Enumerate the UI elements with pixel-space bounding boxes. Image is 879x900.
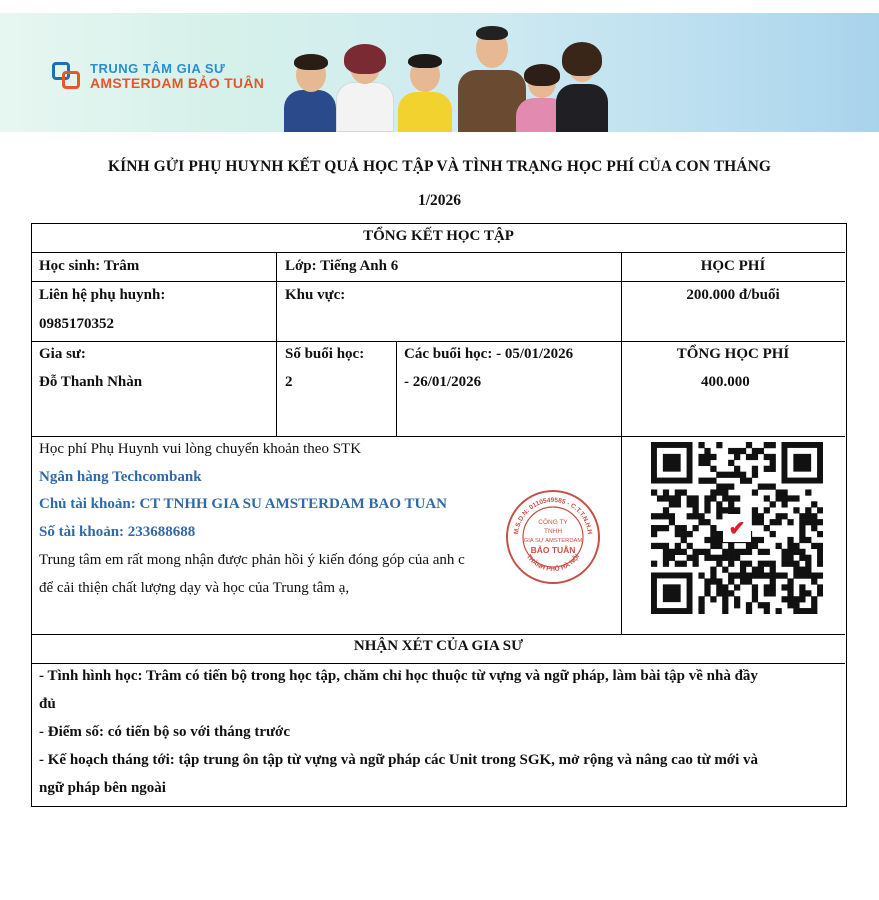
- area-label: Khu vực:: [285, 287, 346, 303]
- sessions-label: Số buổi học:: [285, 346, 365, 362]
- logo-line2: AMSTERDAM BẢO TUÂN: [90, 75, 265, 91]
- page-title-month: 1/2026: [417, 192, 462, 209]
- fee-per-session: 200.000 đ/buổi: [686, 287, 780, 303]
- payment-intro: Học phí Phụ Huynh vui lòng chuyển khoản theo STK: [39, 441, 362, 457]
- logo-icon: [52, 62, 82, 90]
- bank-name: Ngân hàng Techcombank: [39, 469, 202, 485]
- tutor-name: Đỗ Thanh Nhàn: [39, 374, 143, 390]
- tutor-label: Gia sư:: [39, 346, 86, 362]
- parent-contact-label: Liên hệ phụ huynh:: [39, 287, 166, 303]
- stamp-line2: TNHH: [543, 528, 563, 535]
- total-fee-value: 400.000: [701, 374, 750, 390]
- stamp-outer-text: M.S.D.N: 0110549585 - C.T.T.N.H.H: [513, 496, 593, 535]
- class-name: Lớp: Tiếng Anh 6: [285, 258, 399, 274]
- stamp-line4: BẢO TUÂN: [530, 545, 576, 555]
- stamp-line3: GIA SƯ AMSTERDAM: [523, 538, 583, 544]
- session-dates-line2: - 26/01/2026: [404, 374, 482, 390]
- parent-contact-phone: 0985170352: [39, 316, 114, 332]
- sessions-count: 2: [285, 374, 293, 390]
- center-logo: [52, 61, 264, 91]
- company-stamp: [504, 488, 602, 586]
- banner-people-photo: [270, 13, 610, 132]
- feedback-line2: để cải thiện chất lượng dạy và học của Trung tâm ạ,: [39, 580, 350, 596]
- comment-plan-line1: - Kế hoạch tháng tới: tập trung ôn tập từ vựng và ngữ pháp các Unit trong SGK, mở rộng và nâng cao từ mới và: [39, 752, 759, 768]
- comment-score: - Điểm số: có tiến bộ so với tháng trước: [39, 724, 291, 740]
- account-holder: Chủ tài khoản: CT TNHH GIA SU AMSTERDAM BAO TUAN: [39, 496, 448, 512]
- stamp-bottom-text: THÀNH PHỐ HÀ NỘI: [524, 553, 582, 574]
- svg-text:THÀNH PHỐ HÀ NỘI: [525, 553, 581, 573]
- page-title: KÍNH GỬI PHỤ HUYNH KẾT QUẢ HỌC TẬP VÀ TÌNH TRẠNG HỌC PHÍ CỦA CON THÁNG: [107, 158, 772, 175]
- total-fee-header: TỔNG HỌC PHÍ: [676, 346, 790, 362]
- comment-plan-line2: ngữ pháp bên ngoài: [39, 780, 166, 796]
- svg-text:✔: ✔: [728, 518, 746, 540]
- header-banner: [0, 13, 879, 132]
- stamp-line1: CÔNG TY: [538, 519, 568, 526]
- logo-line1: TRUNG TÂM GIA SƯ: [90, 61, 226, 76]
- tutor-comment-header: NHẬN XÉT CỦA GIA SƯ: [353, 638, 524, 654]
- comment-progress-line2: đủ: [39, 696, 56, 712]
- fee-header: HỌC PHÍ: [700, 258, 766, 274]
- student-name: Học sinh: Trâm: [39, 258, 140, 274]
- payment-qr-code: [651, 442, 823, 614]
- summary-header: TỔNG KẾT HỌC TẬP: [363, 228, 514, 244]
- session-dates-line1: Các buổi học: - 05/01/2026: [404, 346, 574, 362]
- account-number: Số tài khoản: 233688688: [39, 524, 196, 540]
- comment-progress-line1: - Tình hình học: Trâm có tiến bộ trong học tập, chăm chỉ học thuộc từ vựng và ngữ pháp, làm bài tập về nhà đầy: [39, 668, 758, 684]
- feedback-line1: Trung tâm em rất mong nhận được phản hồi ý kiến đóng góp của anh c: [39, 552, 465, 568]
